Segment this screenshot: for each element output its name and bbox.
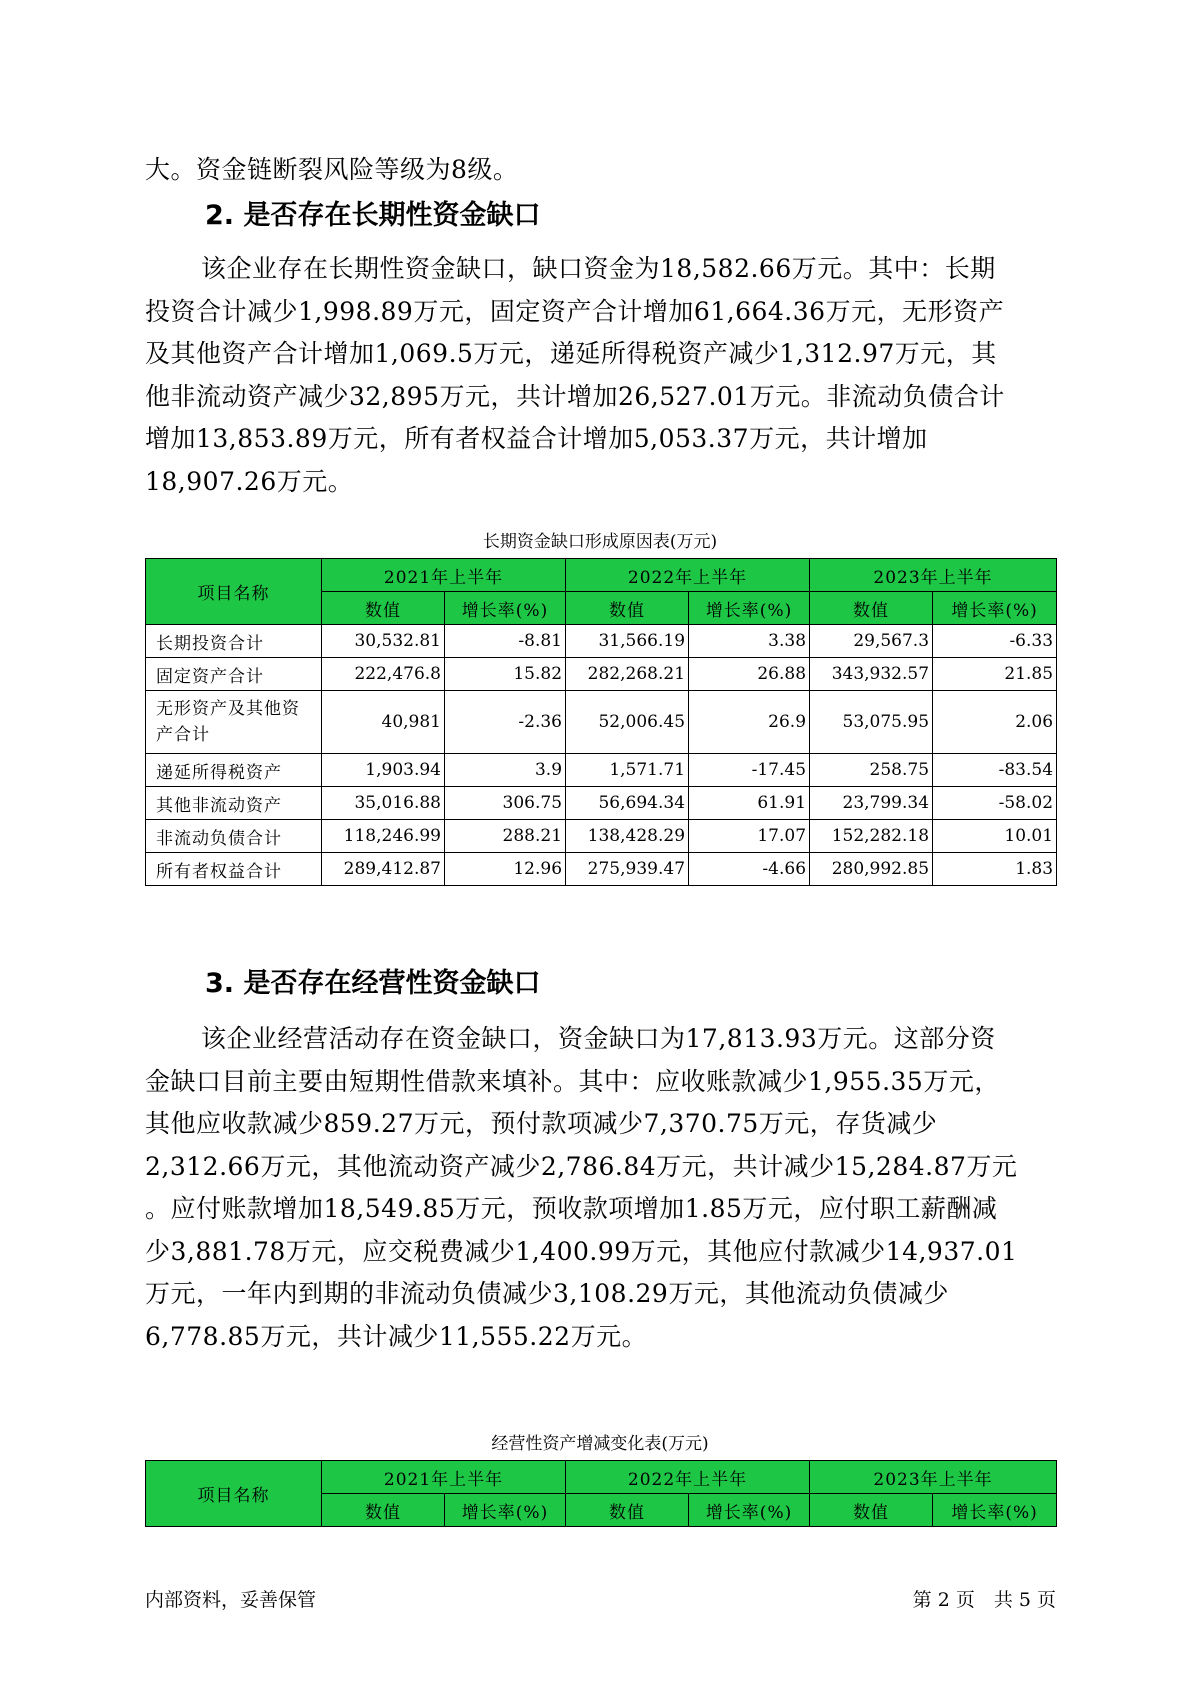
section-2-heading: 2. 是否存在长期性资金缺口 [205,200,541,231]
page-number: 第 2 页 共 5 页 [912,1589,1056,1611]
growth-header: 增长率(%) [689,592,810,625]
cell: 17.07 [689,820,810,853]
cell: 26.9 [689,691,810,754]
cell: 275,939.47 [566,853,689,886]
row-label: 固定资产合计 [146,658,322,691]
growth-header: 增长率(%) [689,1494,810,1527]
cell: -8.81 [445,625,566,658]
year-header: 2023年上半年 [810,559,1057,592]
table-2-caption: 经营性资产增减变化表(万元) [491,1434,709,1454]
cell: 1,903.94 [322,754,445,787]
cell: 280,992.85 [810,853,933,886]
long-term-gap-table [145,558,1057,886]
row-label: 无形资产及其他资 产合计 [146,691,322,754]
year-header: 2022年上半年 [566,1461,810,1494]
cell: 15.82 [445,658,566,691]
cell: 306.75 [445,787,566,820]
cell: 258.75 [810,754,933,787]
row-label: 其他非流动资产 [146,787,322,820]
cell: 53,075.95 [810,691,933,754]
table-row [146,820,1057,853]
cell: 1,571.71 [566,754,689,787]
col-item-header: 项目名称 [146,1461,322,1527]
row-label: 所有者权益合计 [146,853,322,886]
cell: 31,566.19 [566,625,689,658]
table-row [146,625,1057,658]
cell: -17.45 [689,754,810,787]
cell: 2.06 [933,691,1057,754]
cell: 289,412.87 [322,853,445,886]
cell: -2.36 [445,691,566,754]
cell: 56,694.34 [566,787,689,820]
value-header: 数值 [810,592,933,625]
cell: -4.66 [689,853,810,886]
cell: 21.85 [933,658,1057,691]
cell: 222,476.8 [322,658,445,691]
cell: 152,282.18 [810,820,933,853]
year-header: 2021年上半年 [322,1461,566,1494]
growth-header: 增长率(%) [445,592,566,625]
cell: 61.91 [689,787,810,820]
cell: 26.88 [689,658,810,691]
table-header-row [146,1461,1057,1494]
year-header: 2022年上半年 [566,559,810,592]
cell: -6.33 [933,625,1057,658]
growth-header: 增长率(%) [933,1494,1057,1527]
intro-paragraph: 大。资金链断裂风险等级为8级。 [145,155,519,184]
section-2-paragraph: 该企业存在长期性资金缺口，缺口资金为18,582.66万元。其中：长期 投资合计减少1,998.89万元，固定资产合计增加61,664.36万元，无形资产 及其他资产合计增加1,069.5万元，递延所得税资产减少1,312.97万元，其 他非流动资产减少32,895万元，共计增加26,527.01万元。非流动负债合计 增加13,853.89万元，所有者权益合计增加5,053.37万元，共计增加 18,907.26万元。 [145,254,1005,496]
cell: -58.02 [933,787,1057,820]
value-header: 数值 [322,1494,445,1527]
table-row [146,754,1057,787]
col-item-header: 项目名称 [146,559,322,625]
cell: 3.38 [689,625,810,658]
cell: 35,016.88 [322,787,445,820]
table-header-row [146,559,1057,592]
cell: 52,006.45 [566,691,689,754]
table-1-caption: 长期资金缺口形成原因表(万元) [482,532,718,552]
cell: 118,246.99 [322,820,445,853]
cell: 23,799.34 [810,787,933,820]
cell: 10.01 [933,820,1057,853]
cell: 288.21 [445,820,566,853]
footer-left: 内部资料，妥善保管 [145,1589,317,1611]
operating-assets-table [145,1460,1057,1527]
table-row [146,691,1057,754]
cell: -83.54 [933,754,1057,787]
value-header: 数值 [566,592,689,625]
value-header: 数值 [322,592,445,625]
year-header: 2021年上半年 [322,559,566,592]
cell: 1.83 [933,853,1057,886]
growth-header: 增长率(%) [933,592,1057,625]
growth-header: 增长率(%) [445,1494,566,1527]
section-3-paragraph: 该企业经营活动存在资金缺口，资金缺口为17,813.93万元。这部分资 金缺口目前主要由短期性借款来填补。其中：应收账款减少1,955.35万元， 其他应收款减少859.27万元，预付款项减少7,370.75万元，存货减少 2,312.66万元，其他流动资产减少2,786.84万元，共计减少15,284.87万元 。应付账款增加18,549.85万元，预收款项增加1.85万元，应付职工薪酬减 少3,881.78万元，应交税费减少1,400.99万元，其他应付款减少14,937.01 万元，一年内到期的非流动负债减少3,108.29万元，其他流动负债减少 6,778.85万元，共计减少11,555.22万元。 [145,1024,1018,1351]
table-row [146,658,1057,691]
table-row [146,853,1057,886]
cell: 343,932.57 [810,658,933,691]
cell: 40,981 [322,691,445,754]
value-header: 数值 [566,1494,689,1527]
row-label: 长期投资合计 [146,625,322,658]
cell: 12.96 [445,853,566,886]
cell: 30,532.81 [322,625,445,658]
cell: 138,428.29 [566,820,689,853]
cell: 282,268.21 [566,658,689,691]
row-label: 递延所得税资产 [146,754,322,787]
cell: 3.9 [445,754,566,787]
row-label: 非流动负债合计 [146,820,322,853]
value-header: 数值 [810,1494,933,1527]
cell: 29,567.3 [810,625,933,658]
section-3-heading: 3. 是否存在经营性资金缺口 [205,968,541,999]
year-header: 2023年上半年 [810,1461,1057,1494]
table-row [146,787,1057,820]
